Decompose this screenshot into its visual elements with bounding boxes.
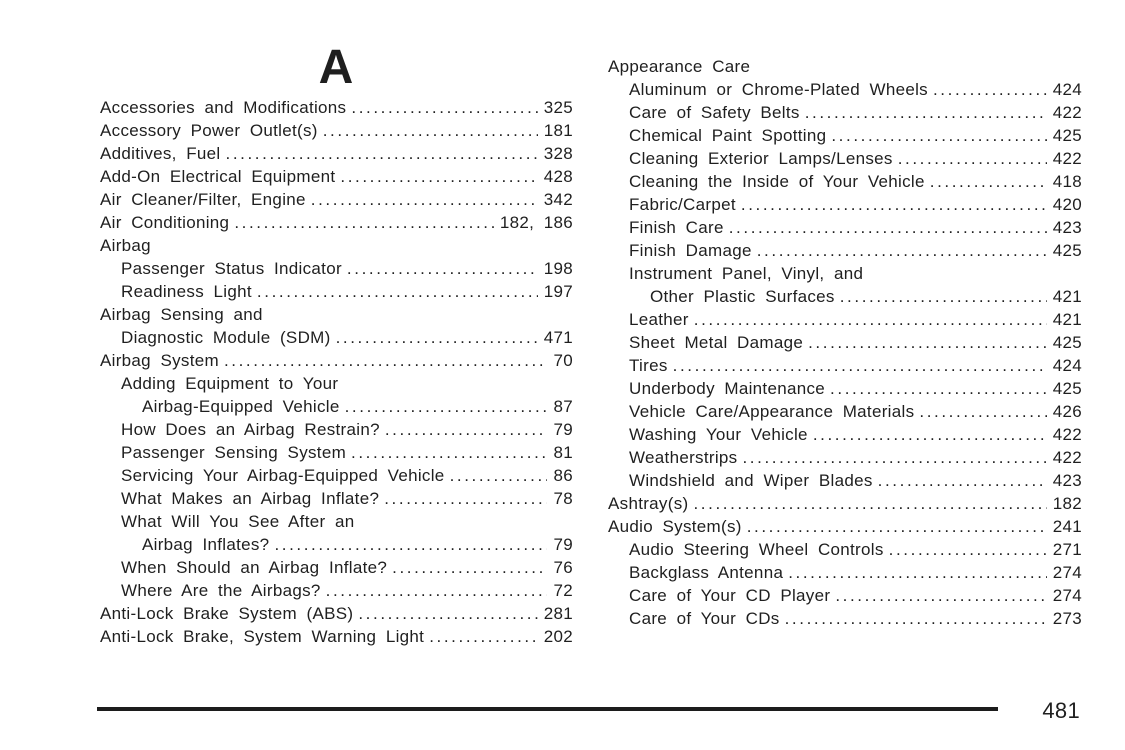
dot-leader [919,400,1046,423]
entry-label: Leather [629,310,689,329]
dot-leader [351,441,547,464]
dot-leader [831,124,1046,147]
entry-label: Windshield and Wiper Blades [629,471,873,490]
index-entry [100,303,573,326]
index-entry [608,561,1082,584]
index-entry [608,400,1082,423]
entry-label: Passenger Status Indicator [121,259,342,278]
dot-leader [805,101,1047,124]
page-number: 241 [1052,517,1082,536]
entry-label: Air Cleaner/Filter, Engine [100,190,306,209]
entry-label: Adding Equipment to Your [121,374,339,393]
entry-label: Weatherstrips [629,448,738,467]
page-number: 76 [553,558,573,577]
index-entry [100,464,573,487]
page-number: 422 [1052,425,1082,444]
page-number: 424 [1052,356,1082,375]
dot-leader [345,395,548,418]
dot-leader [311,188,538,211]
page-number: 197 [543,282,573,301]
index-entry [100,441,573,464]
dot-leader [788,561,1047,584]
index-entry [100,625,573,648]
index-entry [608,124,1082,147]
index-entry [608,538,1082,561]
index-entry [608,492,1082,515]
page-number: 87 [553,397,573,416]
index-entry [608,101,1082,124]
dot-leader [257,280,538,303]
index-entry [608,147,1082,170]
entry-label: Cleaning Exterior Lamps/Lenses [629,149,893,168]
entry-label: Fabric/Carpet [629,195,736,214]
index-entry [608,170,1082,193]
entry-label: Airbag System [100,351,219,370]
entry-label: Care of Your CD Player [629,586,831,605]
entry-label: Additives, Fuel [100,144,221,163]
dot-leader [358,602,537,625]
dot-leader [226,142,538,165]
page-number: 79 [553,535,573,554]
dot-leader [347,257,538,280]
page-number: 281 [543,604,573,623]
index-entry [100,349,573,372]
page-number: 423 [1052,471,1082,490]
entry-label: Vehicle Care/Appearance Materials [629,402,915,421]
dot-leader [234,211,494,234]
dot-leader [392,556,547,579]
page-number: 78 [553,489,573,508]
dot-leader [933,78,1047,101]
dot-leader [835,584,1046,607]
page-number: 422 [1052,448,1082,467]
page-number: 422 [1052,149,1082,168]
entry-label: Audio System(s) [608,517,742,536]
dot-leader [808,331,1047,354]
index-entry [608,308,1082,331]
entry-label: Washing Your Vehicle [629,425,808,444]
page-number: 202 [543,627,573,646]
entry-label: When Should an Airbag Inflate? [121,558,388,577]
index-entry [100,234,573,257]
entry-label: Underbody Maintenance [629,379,826,398]
dot-leader [694,308,1047,331]
dot-leader [351,96,537,119]
index-entry [100,602,573,625]
index-entry [100,211,573,234]
entry-label: Aluminum or Chrome-Plated Wheels [629,80,928,99]
page-number: 342 [543,190,573,209]
dot-leader [693,492,1046,515]
page-number: 328 [543,144,573,163]
index-entry [608,423,1082,446]
dot-leader [673,354,1047,377]
page-number: 425 [1052,379,1082,398]
page-number: 86 [553,466,573,485]
page-number: 421 [1052,310,1082,329]
index-entry [608,377,1082,400]
dot-leader [757,239,1047,262]
index-column-right [608,55,1082,630]
dot-leader [729,216,1047,239]
entry-label: Airbag Inflates? [142,535,270,554]
entry-label: Diagnostic Module (SDM) [121,328,331,347]
entry-label: Other Plastic Surfaces [650,287,835,306]
entry-label: Finish Care [629,218,724,237]
index-entry [100,418,573,441]
dot-leader [785,607,1047,630]
page-number: 425 [1052,241,1082,260]
dot-leader [813,423,1047,446]
page-number: 198 [543,259,573,278]
page-number: 425 [1052,126,1082,145]
entry-label: Passenger Sensing System [121,443,347,462]
entry-label: What Will You See After an [121,512,355,531]
index-entry [608,331,1082,354]
index-list-right [608,55,1082,630]
dot-leader [450,464,548,487]
entry-label: Finish Damage [629,241,752,260]
page-number: 421 [1052,287,1082,306]
page-number: 420 [1052,195,1082,214]
index-entry [608,239,1082,262]
index-entry [100,556,573,579]
entry-label: Readiness Light [121,282,252,301]
index-entry [608,78,1082,101]
page-number: 471 [543,328,573,347]
index-entry [608,446,1082,469]
index-entry [100,142,573,165]
page-number: 418 [1052,172,1082,191]
page-number: 274 [1052,586,1082,605]
entry-label: Where Are the Airbags? [121,581,321,600]
index-entry [608,216,1082,239]
entry-label: Tires [629,356,668,375]
page-folio: 481 [1042,698,1080,723]
entry-label: Anti-Lock Brake System (ABS) [100,604,354,623]
dot-leader [742,446,1046,469]
page-number: 428 [543,167,573,186]
footer-rule [97,707,998,711]
entry-label: Add-On Electrical Equipment [100,167,336,186]
index-entry [100,395,573,418]
section-letter-heading: A [318,41,355,94]
dot-leader [323,119,538,142]
page-number: 425 [1052,333,1082,352]
page-number: 422 [1052,103,1082,122]
index-entry [608,285,1082,308]
index-entry [100,257,573,280]
dot-leader [830,377,1047,400]
index-list-left [100,96,573,648]
page-number: 424 [1052,80,1082,99]
entry-label: Airbag Sensing and [100,305,263,324]
index-entry [100,533,573,556]
page-number: 181 [543,121,573,140]
index-entry [100,188,573,211]
dot-leader [747,515,1047,538]
index-entry [608,262,1082,285]
dot-leader [429,625,538,648]
page-number: 182 [1052,494,1082,513]
dot-leader [930,170,1047,193]
entry-label: Backglass Antenna [629,563,784,582]
index-entry [100,119,573,142]
index-entry [608,515,1082,538]
entry-label: Anti-Lock Brake, System Warning Light [100,627,425,646]
dot-leader [840,285,1047,308]
entry-label: Servicing Your Airbag-Equipped Vehicle [121,466,445,485]
index-column-left [100,41,573,648]
dot-leader [224,349,548,372]
dot-leader [385,418,548,441]
entry-label: How Does an Airbag Restrain? [121,420,380,439]
entry-label: Appearance Care [608,57,751,76]
dot-leader [336,326,538,349]
index-entry [608,193,1082,216]
page-number: 81 [553,443,573,462]
dot-leader [889,538,1047,561]
index-entry [100,510,573,533]
entry-label: Cleaning the Inside of Your Vehicle [629,172,925,191]
dot-leader [384,487,547,510]
index-entry [608,55,1082,78]
index-entry [608,469,1082,492]
page-number: 79 [553,420,573,439]
index-entry [608,607,1082,630]
index-entry [608,584,1082,607]
entry-label: Ashtray(s) [608,494,689,513]
entry-label: Accessory Power Outlet(s) [100,121,318,140]
index-entry [100,165,573,188]
page-number: 426 [1052,402,1082,421]
page-number: 70 [553,351,573,370]
dot-leader [326,579,548,602]
page-number: 182, 186 [499,213,573,232]
entry-label: Instrument Panel, Vinyl, and [629,264,864,283]
index-entry [100,487,573,510]
index-entry [100,372,573,395]
entry-label: What Makes an Airbag Inflate? [121,489,380,508]
page-number: 72 [553,581,573,600]
page-number: 271 [1052,540,1082,559]
entry-label: Care of Your CDs [629,609,780,628]
entry-label: Audio Steering Wheel Controls [629,540,884,559]
entry-label: Sheet Metal Damage [629,333,804,352]
index-entry [608,354,1082,377]
page-number: 273 [1052,609,1082,628]
page-number: 325 [543,98,573,117]
entry-label: Air Conditioning [100,213,230,232]
index-entry [100,579,573,602]
dot-leader [741,193,1047,216]
dot-leader [898,147,1047,170]
entry-label: Airbag [100,236,151,255]
entry-label: Chemical Paint Spotting [629,126,827,145]
page-number: 423 [1052,218,1082,237]
page-number: 274 [1052,563,1082,582]
index-entry [100,96,573,119]
entry-label: Care of Safety Belts [629,103,800,122]
index-entry [100,280,573,303]
dot-leader [340,165,537,188]
index-entry [100,326,573,349]
entry-label: Airbag-Equipped Vehicle [142,397,340,416]
dot-leader [878,469,1047,492]
dot-leader [274,533,547,556]
entry-label: Accessories and Modifications [100,98,347,117]
